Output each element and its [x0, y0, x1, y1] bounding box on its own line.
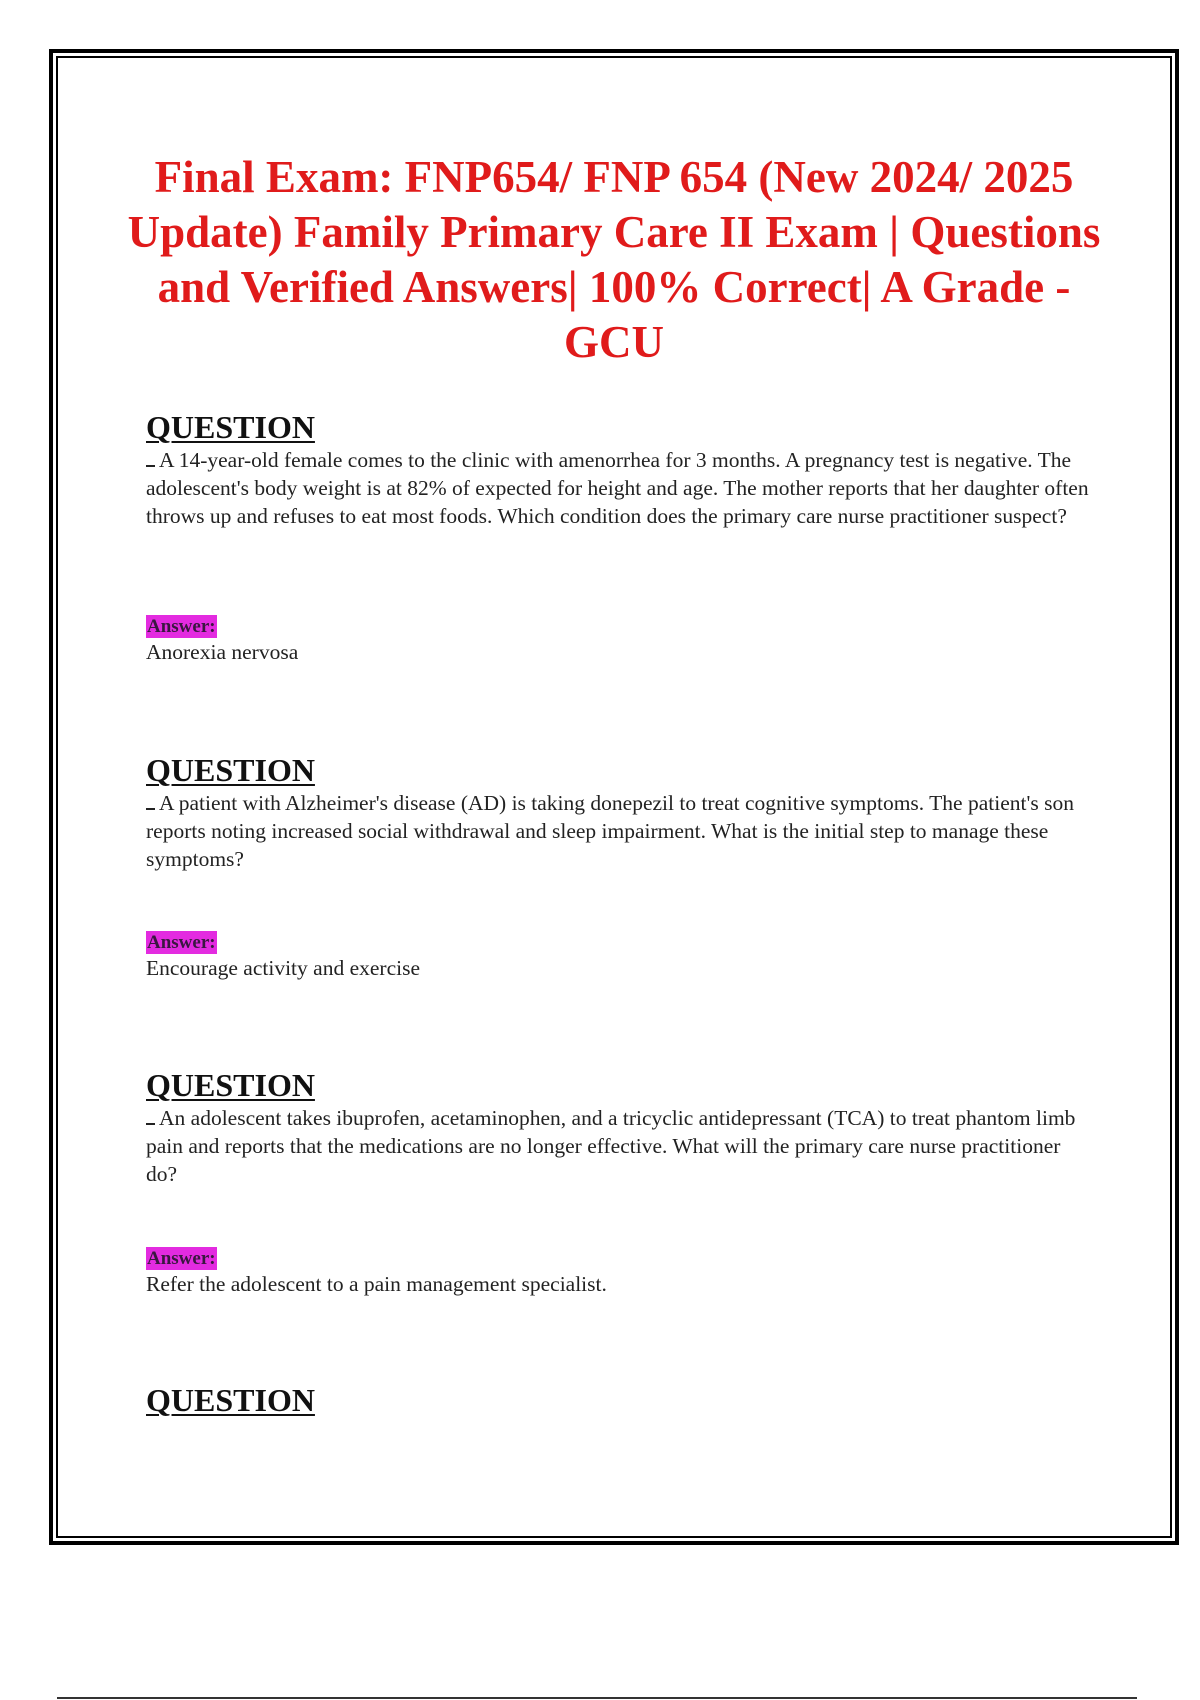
question-heading: QUESTION	[146, 752, 315, 788]
question-block-4	[146, 1383, 1090, 1417]
question-block-1	[146, 410, 1090, 530]
question-block-2	[146, 753, 1090, 873]
document-title: Final Exam: FNP654/ FNP 654 (New 2024/ 2025 Update) Family Primary Care II Exam | Questions and Verified Answers| 100% Correct| A Grade - GCU	[127, 152, 1101, 367]
answer-text: Refer the adolescent to a pain management specialist.	[146, 1272, 607, 1296]
question-text-content: A patient with Alzheimer's disease (AD) is taking donepezil to treat cognitive symptoms. The patient's son reports noting increased social withdrawal and sleep impairment. What is the initial step to manage these symptoms?	[146, 791, 1074, 871]
answer-text: Anorexia nervosa	[146, 640, 299, 664]
question-text	[146, 1104, 1090, 1188]
question-block-3	[146, 1068, 1090, 1188]
answer-text: Encourage activity and exercise	[146, 956, 420, 980]
footer-divider	[57, 1697, 1137, 1699]
question-marker	[146, 794, 155, 810]
question-marker	[146, 1109, 155, 1125]
question-text-content: A 14-year-old female comes to the clinic with amenorrhea for 3 months. A pregnancy test is negative. The adolescent's body weight is at 82% of expected for height and age. The mother reports that her daughter often throws up and refuses to eat most foods. Which condition does the primary care nurse practitioner suspect?	[146, 448, 1089, 528]
question-text-content: An adolescent takes ibuprofen, acetaminophen, and a tricyclic antidepressant (TCA) to treat phantom limb pain and reports that the medications are no longer effective. What will the primary care nurse practitioner do?	[146, 1106, 1076, 1186]
answer-label: Answer:	[147, 1248, 216, 1269]
answer-label: Answer:	[147, 932, 216, 953]
answer-label: Answer:	[147, 616, 216, 637]
answer-block-1	[146, 615, 1090, 666]
answer-block-3	[146, 1247, 1090, 1298]
question-marker	[146, 451, 155, 467]
question-heading: QUESTION	[146, 1067, 315, 1103]
question-heading: QUESTION	[146, 1382, 315, 1418]
question-text	[146, 789, 1090, 873]
page-border-inner	[56, 56, 1172, 1538]
page-border	[49, 49, 1179, 1545]
question-heading: QUESTION	[146, 409, 315, 445]
question-text	[146, 446, 1090, 530]
answer-block-2	[146, 931, 1090, 982]
